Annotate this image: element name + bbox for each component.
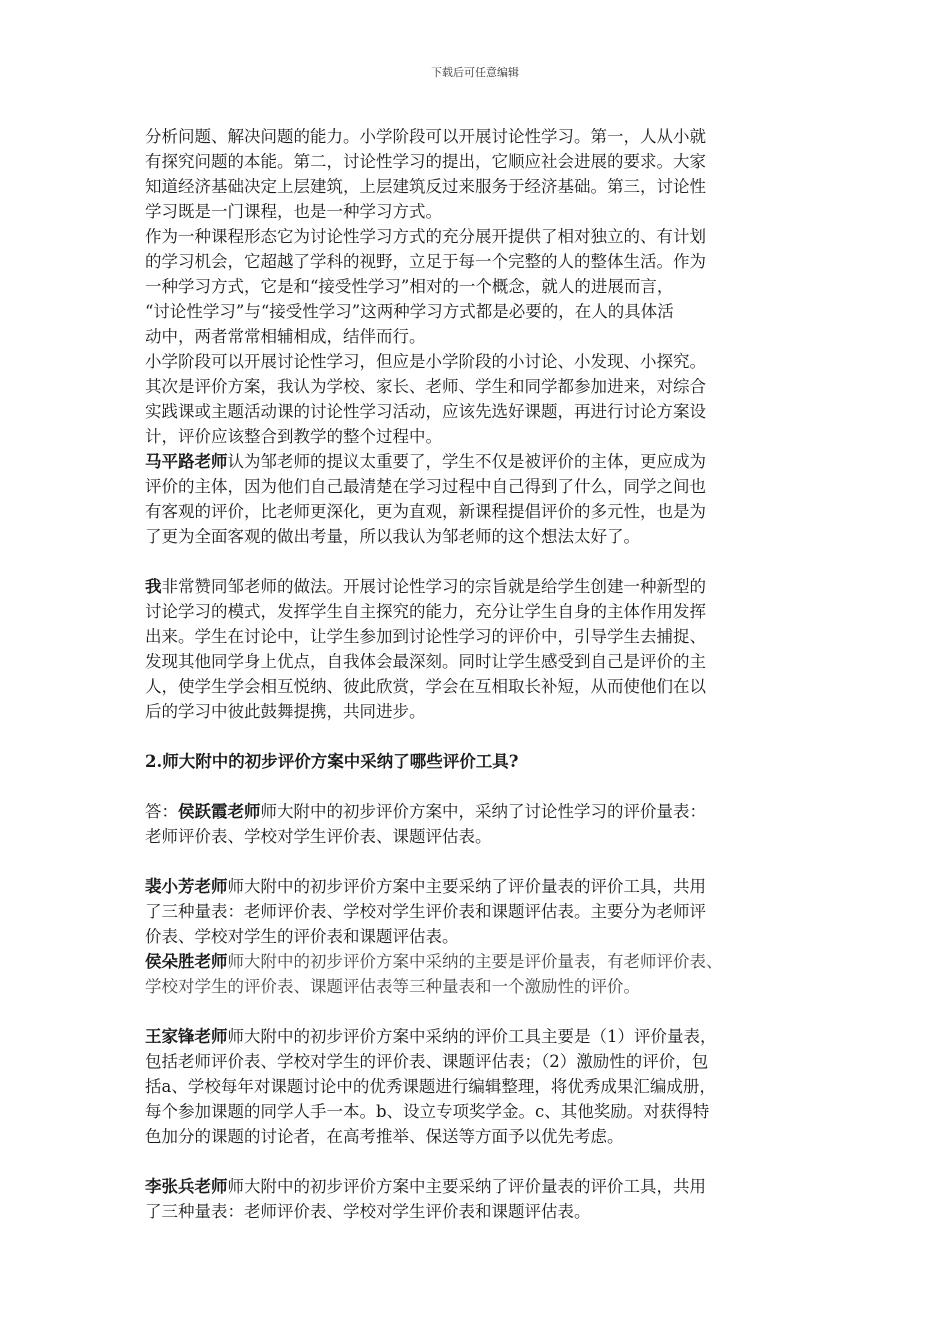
text-line: 色加分的课题的讨论者，在高考推举、保送等方面予以优先考虑。	[145, 1127, 624, 1146]
speaker-name: 我	[145, 577, 162, 596]
text-line: “讨论性学习”与“接受性学习”这两种学习方式都是必要的，在人的具体活	[145, 302, 674, 321]
speaker-name: 裴小芳老师	[145, 877, 228, 896]
text-line: 了三种量表：老师评价表、学校对学生评价表和课题评估表。	[145, 1202, 591, 1221]
speech-text: 师大附中的初步评价方案中主要采纳了评价量表的评价工具，共用	[227, 1177, 706, 1196]
text-line: 包括老师评价表、学校对学生的评价表、课题评估表；（2）激励性的评价，包	[145, 1052, 709, 1071]
speech-text: 非常赞同邹老师的做法。开展讨论性学习的宗旨就是给学生创建一种新型的	[161, 577, 706, 596]
paragraph-my-view	[145, 574, 807, 724]
paragraph-gap	[145, 999, 807, 1024]
answer-hou-duosheng	[145, 949, 807, 999]
text-line: 一种学习方式，它是和“接受性学习”相对的一个概念，就人的进展而言，	[145, 277, 674, 296]
paragraph-ma-pinglu	[145, 449, 807, 549]
speaker-name: 王家锋老师	[145, 1027, 228, 1046]
text-line: 后的学习中彼此鼓舞提携，共同进步。	[145, 702, 426, 721]
text-line: 分析问题、解决问题的能力。小学阶段可以开展讨论性学习。第一，人从小就	[145, 127, 706, 146]
paragraph-gap	[145, 849, 807, 874]
paragraph-gap	[145, 549, 807, 574]
answer-wang-jiafeng	[145, 1024, 807, 1149]
answer-pei-xiaofang	[145, 874, 807, 949]
speaker-name: 李张兵老师	[145, 1177, 228, 1196]
text-line: 讨论学习的模式，发挥学生自主探究的能力，充分让学生自身的主体作用发挥	[145, 602, 706, 621]
text-line: 实践课或主题活动课的讨论性学习活动，应该先选好课题，再进行讨论方案设	[145, 402, 706, 421]
paragraph-primary-school	[145, 349, 807, 374]
text-line: 价表、学校对学生的评价表和课题评估表。	[145, 927, 459, 946]
question-heading: 2.师大附中的初步评价方案中采纳了哪些评价工具?	[145, 752, 519, 771]
text-line: 知道经济基础决定上层建筑，上层建筑反过来服务于经济基础。第三，讨论性	[145, 177, 706, 196]
paragraph-evaluation-plan	[145, 374, 807, 449]
text-line	[145, 1024, 807, 1049]
text-line: 了更为全面客观的做出考量，所以我认为邹老师的这个想法太好了。	[145, 527, 640, 546]
answer-li-zhangbing	[145, 1174, 807, 1224]
speech-text: 师大附中的初步评价方案中，采纳了讨论性学习的评价量表：	[260, 802, 706, 821]
paragraph-intro	[145, 124, 807, 224]
paragraph-gap	[145, 724, 807, 749]
text-line: 了三种量表：老师评价表、学校对学生评价表和课题评估表。主要分为老师评	[145, 902, 706, 921]
paragraph-gap	[145, 1149, 807, 1174]
text-line: 发现其他同学身上优点，自我体会最深刻。同时让学生感受到自己是评价的主	[145, 652, 706, 671]
text-line: 计，评价应该整合到教学的整个过程中。	[145, 427, 442, 446]
text-line: 学习既是一门课程，也是一种学习方式。	[145, 202, 442, 221]
answer-hou-yuexia	[145, 799, 807, 849]
paragraph-gap	[145, 774, 807, 799]
speech-text: 认为邹老师的提议太重要了，学生不仅是被评价的主体，更应成为	[227, 452, 706, 471]
text-line: 出来。学生在讨论中，让学生参加到讨论性学习的评价中，引导学生去捕捉、	[145, 627, 706, 646]
paragraph-course-form	[145, 224, 807, 349]
text-line: 老师评价表、学校对学生评价表、课题评估表。	[145, 827, 492, 846]
text-line: 每个参加课题的同学人手一本。b、设立专项奖学金。c、其他奖励。对获得特	[145, 1102, 710, 1121]
text-line	[145, 1174, 807, 1199]
speaker-name: 侯朵胜老师	[145, 952, 228, 971]
document-body	[145, 124, 807, 1224]
answer-prefix: 答：	[145, 802, 178, 821]
text-line	[145, 874, 807, 899]
text-line: 有探究问题的本能。第二，讨论性学习的提出，它顺应社会进展的要求。大家	[145, 152, 706, 171]
speech-text: 师大附中的初步评价方案中采纳的主要是评价量表，有老师评价表、	[227, 952, 723, 971]
text-line: 的学习机会，它超越了学科的视野，立足于每一个完整的人的整体生活。作为	[145, 252, 706, 271]
text-line	[145, 949, 807, 974]
speech-text: 师大附中的初步评价方案中主要采纳了评价量表的评价工具，共用	[227, 877, 706, 896]
text-line	[145, 574, 807, 599]
speech-text: 师大附中的初步评价方案中采纳的评价工具主要是（1）评价量表，	[227, 1027, 717, 1046]
text-line: 动中，两者常常相辅相成，结伴而行。	[145, 327, 426, 346]
text-line	[145, 449, 807, 474]
text-line: 评价的主体，因为他们自己最清楚在学习过程中自己得到了什么，同学之间也	[145, 477, 706, 496]
text-line: 小学阶段可以开展讨论性学习，但应是小学阶段的小讨论、小发现、小探究。	[145, 352, 706, 371]
text-line: 括a、学校每年对课题讨论中的优秀课题进行编辑整理，将优秀成果汇编成册，	[145, 1077, 716, 1096]
text-line: 其次是评价方案，我认为学校、家长、老师、学生和同学都参加进来，对综合	[145, 377, 706, 396]
speaker-name: 马平路老师	[145, 452, 228, 471]
text-line: 学校对学生的评价表、课题评估表等三种量表和一个激励性的评价。	[145, 977, 640, 996]
speaker-name: 侯跃霞老师	[178, 802, 261, 821]
text-line: 人，使学生学会相互悦纳、彼此欣赏，学会在互相取长补短，从而使他们在以	[145, 677, 706, 696]
text-line: 作为一种课程形态它为讨论性学习方式的充分展开提供了相对独立的、有计划	[145, 227, 706, 246]
page-header: 下载后可任意编辑	[431, 66, 519, 79]
text-line: 有客观的评价，比老师更深化，更为直观，新课程提倡评价的多元性，也是为	[145, 502, 706, 521]
text-line	[145, 799, 807, 824]
